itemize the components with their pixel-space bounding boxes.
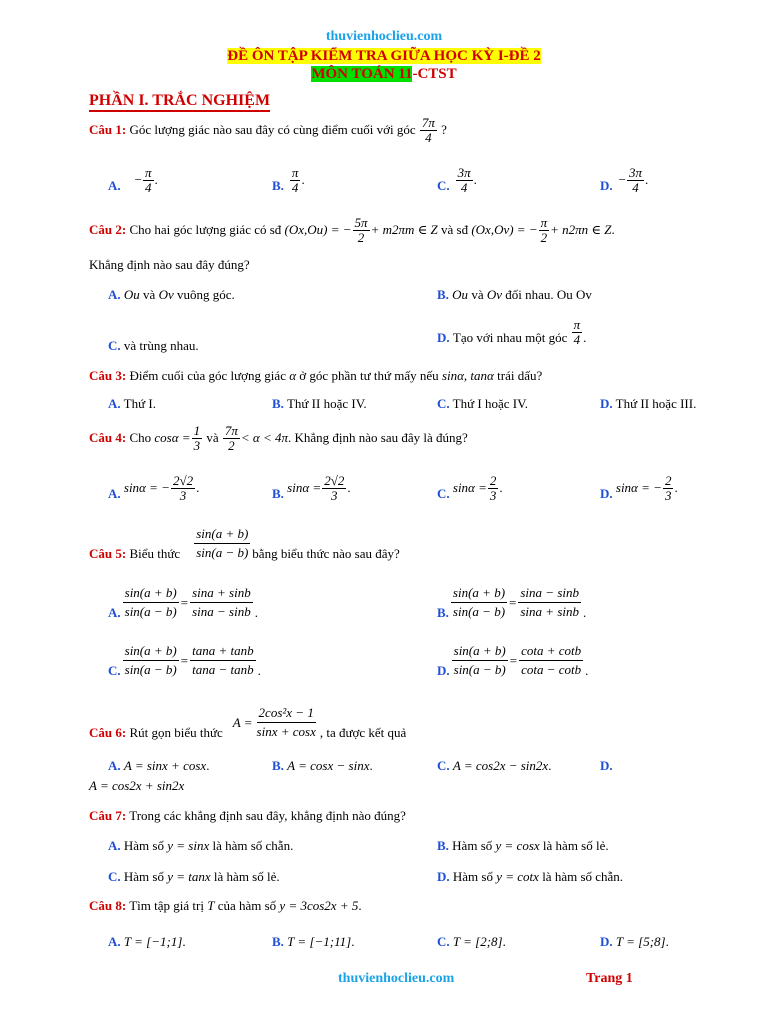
q5-c-den: tana − tanb — [192, 662, 254, 678]
q4-letter-a: A. — [108, 486, 121, 502]
question-4 — [89, 424, 468, 452]
q2-b-extra: Ou Ov — [556, 287, 592, 302]
q7-letter-c: C. — [108, 869, 121, 884]
question-7 — [89, 808, 406, 824]
q5-c-lhs — [123, 643, 179, 679]
q5-option-b[interactable]: B. $\frac{\sin(a + b)}{\sin(a - b)}$ = $\frac{\sin a - \sin b}{\sin a + \sin b}$ . — [437, 585, 587, 620]
q4-cos-frac — [192, 424, 203, 452]
q4-letter-d: D. — [600, 486, 613, 502]
q4-text: Cho — [129, 430, 152, 446]
q2-label: Câu 2: — [89, 222, 127, 238]
q7-letter-b: B. — [437, 838, 449, 853]
q7-a-prefix: Hàm số — [123, 838, 164, 853]
q4-d-num: 2 — [664, 473, 672, 488]
q4-option-c[interactable]: C. sinα = $\frac{2}{3}$ . — [437, 473, 503, 503]
q5-den: sin(a − b) — [196, 545, 249, 561]
question-1 — [89, 116, 447, 144]
header-subject-wrap — [0, 66, 768, 83]
q4-a-num: 2√2 — [172, 473, 194, 488]
q6-num: 2cos²x − 1 — [257, 705, 316, 723]
q3-letter-d: D. — [600, 396, 613, 411]
q3-alpha: α — [289, 368, 297, 383]
q5-tail: bằng biểu thức nào sau đây? — [252, 545, 400, 561]
q4-cos-left: cosα = — [154, 430, 191, 446]
q4-b-den: 3 — [331, 487, 338, 503]
q6-b-text: A = cosx − sinx — [287, 758, 370, 773]
q3-option-a[interactable] — [108, 396, 156, 412]
q2-expr2-frac — [539, 216, 550, 244]
q7-b-expr: y = cosx — [495, 838, 540, 853]
q1-option-b[interactable]: B. $\frac{\pi}{4}$ . — [272, 165, 305, 195]
q1-tail: ? — [441, 122, 447, 138]
q7-c-prefix: Hàm số — [123, 869, 164, 884]
q8-c-text: T = [2;8] — [452, 934, 503, 949]
q1-c-den: 4 — [460, 179, 468, 195]
q6-letter-c: C. — [437, 758, 450, 773]
q4-label: Câu 4: — [89, 430, 127, 446]
q2-d-frac — [572, 318, 583, 346]
q2-expr1-den: 2 — [357, 229, 365, 245]
q7-label: Câu 7: — [89, 808, 127, 823]
q4-c-num: 2 — [489, 473, 497, 488]
q8-T: T — [207, 898, 215, 913]
q6-c-text: A = cos2x − sin2x — [452, 758, 549, 773]
q2-expr2-num: π — [540, 215, 548, 230]
q8-option-c[interactable]: C. T = [2;8]. — [437, 934, 506, 949]
q2-expr2-right: + n2πn ∈ Z — [550, 222, 612, 238]
q2-d-den: 4 — [573, 331, 581, 347]
q2-option-d[interactable]: D. Tạo với nhau một góc $\frac{\pi}{4}$ . — [437, 317, 587, 347]
exam-book: -CTST — [412, 66, 457, 82]
q5-letter-b: B. — [437, 604, 449, 620]
q7-c-text: là hàm số lẻ. — [213, 869, 280, 884]
q3-letter-b: B. — [272, 396, 284, 411]
q5-num: sin(a + b) — [194, 526, 250, 544]
q1-frac-num: 7π — [421, 115, 435, 130]
q3-text2: ở góc phần tư thứ mấy nếu — [299, 368, 439, 383]
q2-d-text: Tạo với nhau một góc — [452, 330, 568, 346]
q4-a-frac — [171, 474, 195, 502]
q6-text: Rút gọn biểu thức — [129, 724, 223, 740]
q4-c-left: sinα = — [452, 480, 487, 496]
q6-den: sinx + cosx — [256, 724, 316, 740]
q1-option-d[interactable]: D. − $\frac{3\pi}{4}$ . — [600, 165, 649, 195]
q7-d-expr: y = cotx — [496, 869, 539, 884]
q2-option-a[interactable] — [108, 287, 235, 303]
q5-a-lhs-num: sin(a + b) — [123, 585, 179, 603]
q4-cos-num: 1 — [193, 423, 201, 438]
q4-letter-c: C. — [437, 486, 450, 502]
q2-expr1-frac — [353, 216, 370, 244]
q4-b-num: 2√2 — [324, 473, 345, 488]
q4-range-num: 7π — [224, 423, 238, 438]
q5-b-den: sina + sinb — [520, 604, 579, 620]
q1-a-frac — [143, 166, 154, 194]
q3-letter-a: A. — [108, 396, 121, 411]
q4-c-den: 3 — [489, 487, 497, 503]
q7-text: Trong các khẳng định sau đây, khẳng định nào đúng? — [129, 808, 406, 823]
q2-line2: Khẳng định nào sau đây đúng? — [89, 257, 250, 272]
q1-label: Câu 1: — [89, 122, 127, 138]
q8-option-d[interactable]: D. T = [5;8]. — [600, 934, 669, 949]
q1-c-frac — [456, 166, 473, 194]
exam-subject: MÔN TOÁN 11 — [311, 66, 413, 82]
q3-option-b[interactable] — [272, 396, 367, 412]
q3-text3: trái dấu? — [497, 368, 543, 383]
q7-b-text: là hàm số lẻ. — [542, 838, 609, 853]
q2-expr1-left: (Ox,Ou) = − — [284, 222, 352, 238]
q7-d-prefix: Hàm số — [452, 869, 493, 884]
q2-b-mid: và — [471, 287, 484, 302]
q6-option-d[interactable] — [600, 758, 613, 774]
question-2: Câu 2: Cho hai góc lượng giác có sđ (Ox,Ou) = − $\frac{5\pi}{2}$ + m2πm ∈ Z và sđ (Ox,Ov) = − $\frac{\pi}{2}$ + n2πn ∈ Z . — [89, 215, 615, 245]
q7-c-expr: y = tanx — [167, 869, 211, 884]
q3-a-text: Thứ I. — [123, 396, 156, 411]
q2-text: Cho hai góc lượng giác có sđ — [129, 222, 282, 238]
q1-letter-d: D. — [600, 178, 613, 194]
q2-option-c[interactable] — [108, 338, 199, 354]
q6-letter-b: B. — [272, 758, 284, 773]
q5-c-rhs — [190, 643, 256, 679]
q5-a-lhs-den: sin(a − b) — [124, 604, 177, 620]
q5-d-lhs-den: sin(a − b) — [453, 662, 506, 678]
q4-a-left: sinα = − — [123, 480, 170, 496]
q6-d-text: A = cos2x + sin2x — [89, 778, 185, 793]
q1-option-c[interactable]: C. $\frac{3\pi}{4}$ . — [437, 165, 477, 195]
q8-b-text: T = [−1;11] — [287, 934, 352, 949]
q4-option-d[interactable]: D. sinα = − $\frac{2}{3}$ . — [600, 473, 678, 503]
q5-option-c[interactable]: C. $\frac{\sin(a + b)}{\sin(a - b)}$ = $\frac{\tan a + \tan b}{\tan a - \tan b}$ . — [108, 643, 261, 678]
q4-cos-den: 3 — [193, 437, 201, 453]
q7-letter-d: D. — [437, 869, 450, 884]
q7-option-a[interactable] — [108, 838, 293, 854]
q5-text: Biểu thức — [129, 545, 181, 561]
q2-letter-d: D. — [437, 330, 450, 346]
q1-text: Góc lượng giác nào sau đây có cùng điểm cuối với góc — [129, 122, 416, 138]
q5-letter-a: A. — [108, 604, 121, 620]
footer-site: thuvienhoclieu.com — [338, 971, 455, 986]
q5-letter-c: C. — [108, 662, 121, 678]
q3-letter-c: C. — [437, 396, 450, 411]
q5-fraction — [194, 526, 250, 562]
q2-expr1-right: + m2πm ∈ Z — [370, 222, 438, 238]
q6-option-b[interactable]: B. A = cosx − sinx. — [272, 758, 373, 773]
q2-a-m2: Ov — [158, 287, 174, 302]
q8-d-text: T = [5;8] — [615, 934, 666, 949]
question-5 — [89, 526, 400, 562]
q8-option-a[interactable]: A. T = [−1;1]. — [108, 934, 186, 949]
q2-b-m2: Ov — [486, 287, 503, 302]
q5-a-den: sina − sinb — [192, 604, 251, 620]
q8-option-b[interactable]: B. T = [−1;11]. — [272, 934, 355, 949]
q3-expr: sinα, tanα — [441, 368, 494, 383]
section-title: PHẦN I. TRẮC NGHIỆM — [89, 92, 270, 112]
q7-d-text: là hàm số chẵn. — [542, 869, 624, 884]
q1-a-den: 4 — [144, 179, 152, 195]
q3-c-text: Thứ I hoặc IV. — [452, 396, 529, 411]
q2-expr2-left: (Ox,Ov) = − — [471, 222, 538, 238]
q1-d-sign: − — [618, 172, 626, 188]
q8-text2: của hàm số — [217, 898, 277, 913]
q7-letter-a: A. — [108, 838, 121, 853]
q4-range-den: 2 — [228, 437, 235, 453]
q1-frac-den: 4 — [425, 129, 432, 145]
q2-a-mid: và — [143, 287, 156, 302]
q4-d-left: sinα = − — [615, 480, 662, 496]
q6-option-a[interactable]: A. A = sinx + cosx. — [108, 758, 210, 773]
q2-a-m1: Ou — [123, 287, 140, 302]
q4-mid: và — [206, 430, 219, 446]
q1-b-num: π — [291, 165, 299, 180]
q5-a-rhs — [190, 585, 253, 621]
q5-c-num: tana + tanb — [190, 643, 256, 661]
q3-text: Điểm cuối của góc lượng giác — [129, 368, 286, 383]
q4-range-frac — [223, 424, 240, 452]
q2-d-num: π — [573, 317, 581, 332]
q8-text: Tìm tập giá trị — [129, 898, 204, 913]
q5-b-rhs — [518, 585, 581, 621]
q6-expr-left: A = — [232, 714, 253, 730]
q5-b-lhs — [451, 585, 507, 621]
question-3 — [89, 368, 542, 384]
q2-option-b[interactable] — [437, 287, 592, 303]
q7-option-b[interactable] — [437, 838, 609, 854]
q3-d-text: Thứ II hoặc III. — [615, 396, 697, 411]
q5-option-a[interactable]: A. $\frac{\sin(a + b)}{\sin(a - b)}$ = $\frac{\sin a + \sin b}{\sin a - \sin b}$ . — [108, 585, 258, 620]
q7-b-prefix: Hàm số — [452, 838, 493, 853]
q5-c-lhs-den: sin(a − b) — [124, 662, 177, 678]
q1-letter-b: B. — [272, 178, 284, 194]
q7-option-d[interactable] — [437, 869, 623, 885]
q2-expr2-den: 2 — [540, 229, 548, 245]
q8-expr: y = 3cos2x + 5 — [279, 898, 359, 913]
q1-b-frac — [290, 166, 301, 194]
q1-a-num: π — [144, 165, 152, 180]
q4-option-b[interactable]: B. sinα = $\frac{2√2}{3}$ . — [272, 473, 351, 503]
q2-letter-a: A. — [108, 287, 121, 302]
q5-letter-d: D. — [437, 662, 450, 678]
q5-d-rhs — [519, 643, 583, 679]
q5-d-num: cota + cotb — [519, 643, 583, 661]
q1-a-sign: − — [134, 172, 142, 188]
q8-letter-a: A. — [108, 934, 121, 949]
q4-letter-b: B. — [272, 486, 284, 502]
q2-letter-b: B. — [437, 287, 449, 302]
q6-letter-a: A. — [108, 758, 121, 773]
q5-label: Câu 5: — [89, 545, 127, 561]
q2-c-text: và trùng nhau. — [123, 338, 199, 353]
question-8: Câu 8: Tìm tập giá trị T của hàm số y = 3cos2x + 5. — [89, 898, 362, 913]
q4-tail: . Khẳng định nào sau đây là đúng? — [288, 430, 468, 446]
q4-option-a[interactable]: A. sinα = − $\frac{2√2}{3}$ . — [108, 473, 200, 503]
q4-b-frac — [322, 474, 346, 502]
q2-a-text: vuông góc. — [176, 287, 235, 302]
q4-d-den: 3 — [664, 487, 672, 503]
q6-a-text: A = sinx + cosx — [123, 758, 207, 773]
q8-letter-b: B. — [272, 934, 284, 949]
q4-range-right: < α < 4π — [240, 430, 288, 446]
q1-option-a[interactable]: A. − $\frac{\pi}{4}$ . — [108, 165, 158, 195]
q2-mid: và sđ — [440, 222, 469, 238]
q7-a-expr: y = sinx — [167, 838, 210, 853]
q3-b-text: Thứ II hoặc IV. — [286, 396, 367, 411]
q2-b-m1: Ou — [452, 287, 469, 302]
q8-letter-c: C. — [437, 934, 450, 949]
q4-c-frac — [488, 474, 499, 502]
q1-c-num: 3π — [457, 165, 471, 180]
q5-b-lhs-den: sin(a − b) — [452, 604, 506, 620]
q5-d-den: cota − cotb — [521, 662, 582, 678]
q6-option-c[interactable]: C. A = cos2x − sin2x. — [437, 758, 552, 773]
q8-label: Câu 8: — [89, 898, 127, 913]
q8-a-text: T = [−1;1] — [123, 934, 183, 949]
q1-d-num: 3π — [628, 165, 642, 180]
q5-d-lhs — [452, 643, 508, 679]
q1-d-frac — [627, 166, 644, 194]
q3-option-c[interactable] — [437, 396, 528, 412]
q1-letter-c: C. — [437, 178, 450, 194]
exam-title: ĐỀ ÔN TẬP KIỂM TRA GIỮA HỌC KỲ I-ĐỀ 2 — [227, 48, 541, 64]
q8-letter-d: D. — [600, 934, 613, 949]
q5-b-lhs-num: sin(a + b) — [451, 585, 507, 603]
q6-letter-d: D. — [600, 758, 613, 773]
q1-fraction — [420, 116, 437, 144]
q7-option-c[interactable] — [108, 869, 280, 885]
q2-letter-c: C. — [108, 338, 121, 353]
q1-b-den: 4 — [291, 179, 299, 195]
q5-a-num: sina + sinb — [190, 585, 253, 603]
q2-b-text: đối nhau. — [505, 287, 554, 302]
q5-a-lhs — [123, 585, 179, 621]
page-number: Trang 1 — [586, 971, 633, 986]
q6-label: Câu 6: — [89, 724, 127, 740]
q1-letter-a: A. — [108, 178, 121, 194]
q4-b-left: sinα = — [287, 480, 322, 496]
question-6 — [89, 705, 406, 741]
header-title-wrap — [0, 48, 768, 65]
header-site: thuvienhoclieu.com — [325, 29, 443, 44]
q4-a-den: 3 — [179, 487, 187, 503]
q6-fraction — [255, 705, 318, 741]
q4-d-frac — [663, 474, 674, 502]
q6-tail: , ta được kết quả — [319, 724, 407, 740]
q2-expr1-num: 5π — [354, 215, 368, 230]
q7-a-text: là hàm số chẵn. — [212, 838, 294, 853]
q5-option-d[interactable]: D. $\frac{\sin(a + b)}{\sin(a - b)}$ = $\frac{\cot a + \cot b}{\cot a - \cot b}$ . — [437, 643, 589, 678]
q5-b-num: sina − sinb — [518, 585, 581, 603]
q1-d-den: 4 — [632, 179, 639, 195]
q5-d-lhs-num: sin(a + b) — [452, 643, 508, 661]
q5-c-lhs-num: sin(a + b) — [123, 643, 179, 661]
q3-label: Câu 3: — [89, 368, 127, 383]
q3-option-d[interactable] — [600, 396, 696, 412]
